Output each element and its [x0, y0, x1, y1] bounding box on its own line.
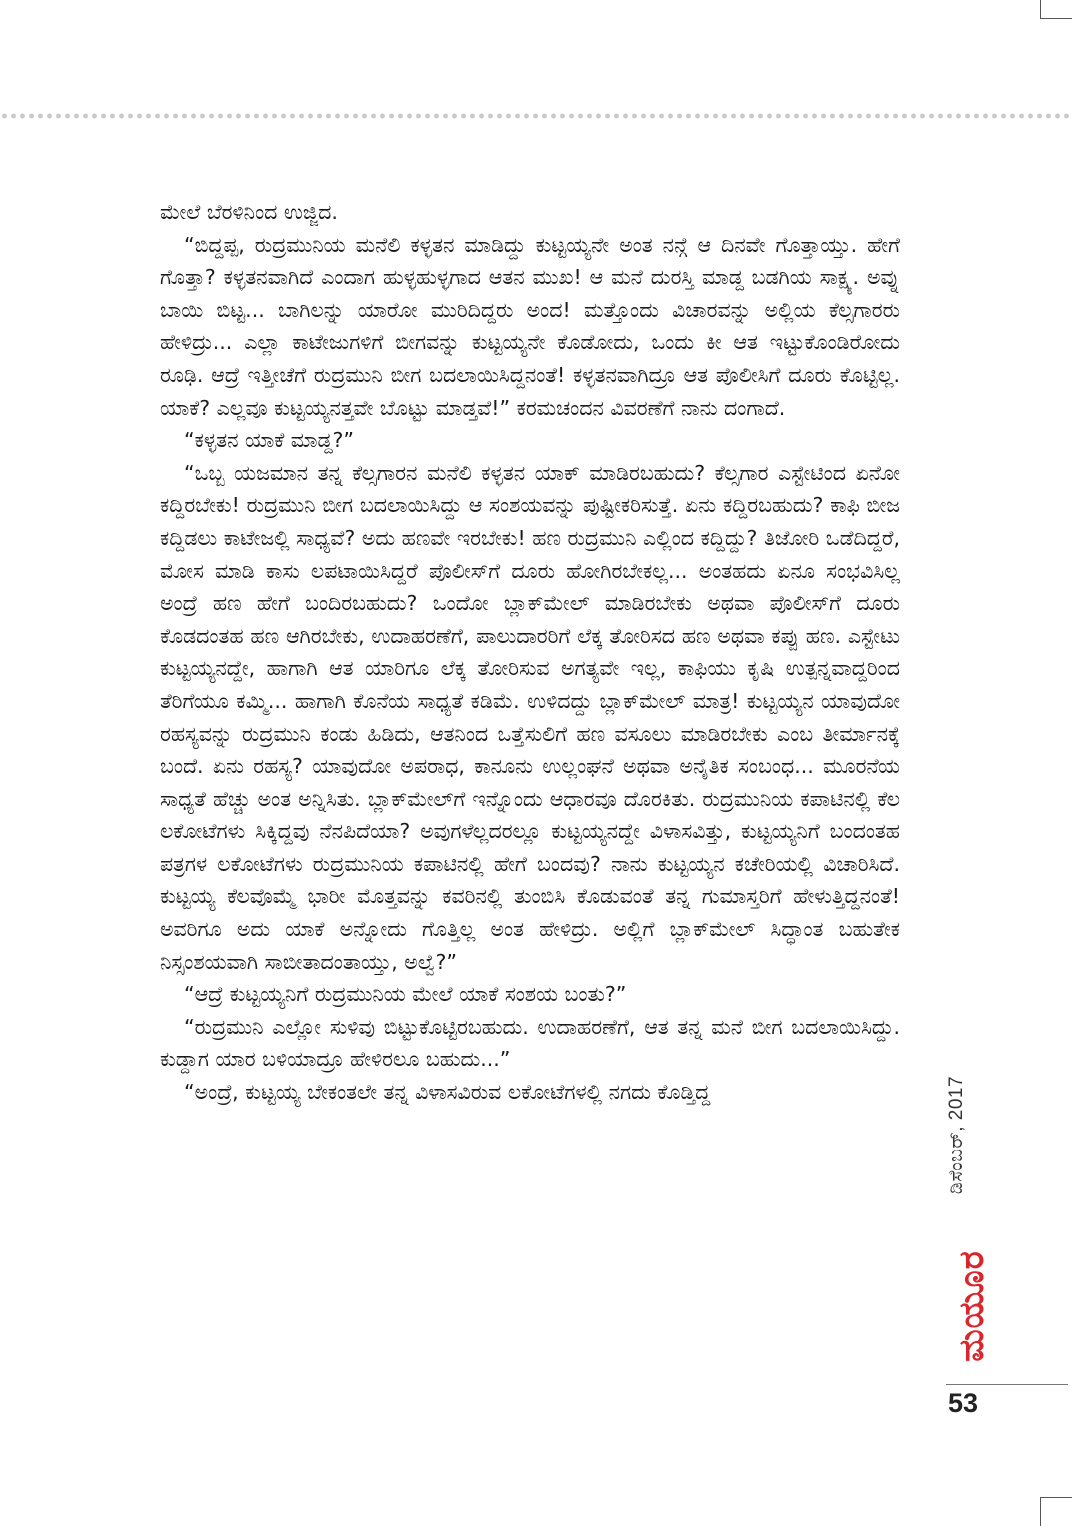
paragraph: “ಬಿದ್ದಪ್ಪ, ರುದ್ರಮುನಿಯ ಮನೆಲಿ ಕಳ್ಳತನ ಮಾಡಿದ್ದು ಕುಟ್ಟಯ್ಯನೇ ಅಂತ ನನ್ಗೆ ಆ ದಿನವೇ ಗೊತ್ತಾಯ್ತು. ಹೇಗೆ ಗೊತ್ತಾ? ಕಳ್ಳತನವಾಗಿದೆ ಎಂದಾಗ ಹುಳ್ಳಹುಳ್ಳಗಾದ ಆತನ ಮುಖ! ಆ ಮನೆ ದುರಸ್ತಿ ಮಾಡ್ದ ಬಡಗಿಯ ಸಾಕ್ಷ್ಯ. ಅವ್ನು ಬಾಯಿ ಬಿಟ್ಟ... ಬಾಗಿಲನ್ನು ಯಾರೋ ಮುರಿದಿದ್ದರು ಅಂದ! ಮತ್ತೊಂದು ವಿಚಾರವನ್ನು ಅಲ್ಲಿಯ ಕೆಲ್ಸಗಾರರು ಹೇಳಿದ್ರು... ಎಲ್ಲಾ ಕಾಟೇಜುಗಳಿಗೆ ಬೀಗವನ್ನು ಕುಟ್ಟಯ್ಯನೇ ಕೊಡೋದು, ಒಂದು ಕೀ ಆತ ಇಟ್ಟುಕೊಂಡಿರೋದು ರೂಢಿ. ಆದ್ರೆ ಇತ್ತೀಚೆಗೆ ರುದ್ರಮುನಿ ಬೀಗ ಬದಲಾಯಿಸಿದ್ದನಂತೆ! ಕಳ್ಳತನವಾಗಿದ್ರೂ ಆತ ಪೊಲೀಸಿಗೆ ದೂರು ಕೊಟ್ಟಿಲ್ಲ. ಯಾಕೆ? ಎಲ್ಲವೂ ಕುಟ್ಟಯ್ಯನತ್ತವೇ ಬೊಟ್ಟು ಮಾಡ್ತವೆ!” ಕರಮಚಂದನ ವಿವರಣೆಗೆ ನಾನು ದಂಗಾದೆ. — [160, 232, 900, 420]
crop-mark-bottom — [1040, 1497, 1072, 1526]
issue-date — [932, 1040, 982, 1230]
page-number: 53 — [948, 1388, 979, 1418]
paragraph: “ಆದ್ರೆ ಕುಟ್ಟಯ್ಯನಿಗೆ ರುದ್ರಮುನಿಯ ಮೇಲೆ ಯಾಕೆ ಸಂಶಯ ಬಂತು?” — [184, 982, 627, 1007]
paragraph-continuation: ಮೇಲೆ ಬೆರಳಿನಿಂದ ಉಜ್ಜಿದ. — [160, 200, 338, 224]
paragraph: “ಒಬ್ಬ ಯಜಮಾನ ತನ್ನ ಕೆಲ್ಸಗಾರನ ಮನೆಲಿ ಕಳ್ಳತನ ಯಾಕ್ ಮಾಡಿರಬಹುದು? ಕೆಲ್ಸಗಾರ ಎಸ್ಟೇಟಿಂದ ಏನೋ ಕದ್ದಿರಬೇಕು! ರುದ್ರಮುನಿ ಬೀಗ ಬದಲಾಯಿಸಿದ್ದು ಆ ಸಂಶಯವನ್ನು ಪುಷ್ಟೀಕರಿಸುತ್ತೆ. ಏನು ಕದ್ದಿರಬಹುದು? ಕಾಫಿ ಬೀಜ ಕದ್ದಿಡಲು ಕಾಟೇಜಲ್ಲಿ ಸಾಧ್ಯವೆ? ಅದು ಹಣವೇ ಇರಬೇಕು! ಹಣ ರುದ್ರಮುನಿ ಎಲ್ಲಿಂದ ಕದ್ದಿದ್ದು? ತಿಜೋರಿ ಒಡೆದಿದ್ದರೆ, ಮೋಸ ಮಾಡಿ ಕಾಸು ಲಪಟಾಯಿಸಿದ್ದರೆ ಪೊಲೀಸ್‌ಗೆ ದೂರು ಹೋಗಿರಬೇಕಲ್ಲ... ಅಂತಹದು ಏನೂ ಸಂಭವಿಸಿಲ್ಲ ಅಂದ್ರೆ ಹಣ ಹೇಗೆ ಬಂದಿರಬಹುದು? ಒಂದೋ ಬ್ಲಾಕ್‌ಮೇಲ್ ಮಾಡಿರಬೇಕು ಅಥವಾ ಪೊಲೀಸ್‌ಗೆ ದೂರು ಕೊಡದಂತಹ ಹಣ ಆಗಿರಬೇಕು, ಉದಾಹರಣೆಗೆ, ಪಾಲುದಾರರಿಗೆ ಲೆಕ್ಕ ತೋರಿಸದ ಹಣ ಅಥವಾ ಕಪ್ಪು ಹಣ. ಎಸ್ಟೇಟು ಕುಟ್ಟಯ್ಯನದ್ದೇ, ಹಾಗಾಗಿ ಆತ ಯಾರಿಗೂ ಲೆಕ್ಕ ತೋರಿಸುವ ಅಗತ್ಯವೇ ಇಲ್ಲ, ಕಾಫಿಯು ಕೃಷಿ ಉತ್ಪನ್ನವಾದ್ದರಿಂದ ತೆರಿಗೆಯೂ ಕಮ್ಮಿ... ಹಾಗಾಗಿ ಕೊನೆಯ ಸಾಧ್ಯತೆ ಕಡಿಮೆ. ಉಳಿದದ್ದು ಬ್ಲಾಕ್‌ಮೇಲ್ ಮಾತ್ರ! ಕುಟ್ಟಯ್ಯನ ಯಾವುದೋ ರಹಸ್ಯವನ್ನು ರುದ್ರಮುನಿ ಕಂಡು ಹಿಡಿದು, ಆತನಿಂದ ಒತ್ತೆಸುಲಿಗೆ ಹಣ ವಸೂಲು ಮಾಡಿರಬೇಕು ಎಂಬ ತೀರ್ಮಾನಕ್ಕೆ ಬಂದೆ. ಏನು ರಹಸ್ಯ? ಯಾವುದೋ ಅಪರಾಧ, ಕಾನೂನು ಉಲ್ಲಂಘನೆ ಅಥವಾ ಅನೈತಿಕ ಸಂಬಂಧ... ಮೂರನೆಯ ಸಾಧ್ಯತೆ ಹೆಚ್ಚು ಅಂತ ಅನ್ನಿಸಿತು. ಬ್ಲಾಕ್‌ಮೇಲ್‌ಗೆ ಇನ್ನೊಂದು ಆಧಾರವೂ ದೊರಕಿತು. ರುದ್ರಮುನಿಯ ಕಪಾಟಿನಲ್ಲಿ ಕೆಲ ಲಕೋಟೆಗಳು ಸಿಕ್ಕಿದ್ದವು ನೆನಪಿದೆಯಾ? ಅವುಗಳೆಲ್ಲದರಲ್ಲೂ ಕುಟ್ಟಯ್ಯನದ್ದೇ ವಿಳಾಸವಿತ್ತು, ಕುಟ್ಟಯ್ಯನಿಗೆ ಬಂದಂತಹ ಪತ್ರಗಳ ಲಕೋಟೆಗಳು ರುದ್ರಮುನಿಯ ಕಪಾಟಿನಲ್ಲಿ ಹೇಗೆ ಬಂದವು? ನಾನು ಕುಟ್ಟಯ್ಯನ ಕಚೇರಿಯಲ್ಲಿ ವಿಚಾರಿಸಿದೆ. ಕುಟ್ಟಯ್ಯ ಕೆಲವೊಮ್ಮೆ ಭಾರೀ ಮೊತ್ತವನ್ನು ಕವರಿನಲ್ಲಿ ತುಂಬಿಸಿ ಕೊಡುವಂತೆ ತನ್ನ ಗುಮಾಸ್ತರಿಗೆ ಹೇಳುತ್ತಿದ್ದನಂತೆ! ಅವರಿಗೂ ಅದು ಯಾಕೆ ಅನ್ನೋದು ಗೊತ್ತಿಲ್ಲ ಅಂತ ಹೇಳಿದ್ರು. ಅಲ್ಲಿಗೆ ಬ್ಲಾಕ್‌ಮೇಲ್ ಸಿದ್ಧಾಂತ ಬಹುತೇಕ ನಿಸ್ಸಂಶಯವಾಗಿ ಸಾಬೀತಾದಂತಾಯ್ತು, ಅಲ್ವೆ?” — [160, 460, 900, 974]
magazine-logo — [950, 1236, 994, 1376]
magazine-logo-text: ಮಯೂರ — [952, 1250, 992, 1362]
dotted-header-rule — [0, 112, 1072, 120]
paragraph: “ರುದ್ರಮುನಿ ಎಲ್ಲೋ ಸುಳಿವು ಬಿಟ್ಟುಕೊಟ್ಟಿರಬಹುದು. ಉದಾಹರಣೆಗೆ, ಆತ ತನ್ನ ಮನೆ ಬೀಗ ಬದಲಾಯಿಸಿದ್ದು. ಕುಡ್ದಾಗ ಯಾರ ಬಳಿಯಾದ್ರೂ ಹೇಳಿರಲೂ ಬಹುದು...” — [160, 1014, 900, 1072]
page-number-rule — [946, 1384, 1068, 1385]
article-body — [160, 196, 900, 1109]
crop-mark-top — [1040, 0, 1072, 19]
paragraph: “ಕಳ್ಳತನ ಯಾಕೆ ಮಾಡ್ದ?” — [184, 428, 354, 453]
issue-date-text: ಡಿಸೆಂಬರ್, 2017 — [946, 1075, 967, 1195]
paragraph: “ಅಂದ್ರೆ, ಕುಟ್ಟಯ್ಯ ಬೇಕಂತಲೇ ತನ್ನ ವಿಳಾಸವಿರುವ ಲಕೋಟೆಗಳಲ್ಲಿ ನಗದು ಕೊಡ್ತಿದ್ದ — [184, 1080, 711, 1105]
